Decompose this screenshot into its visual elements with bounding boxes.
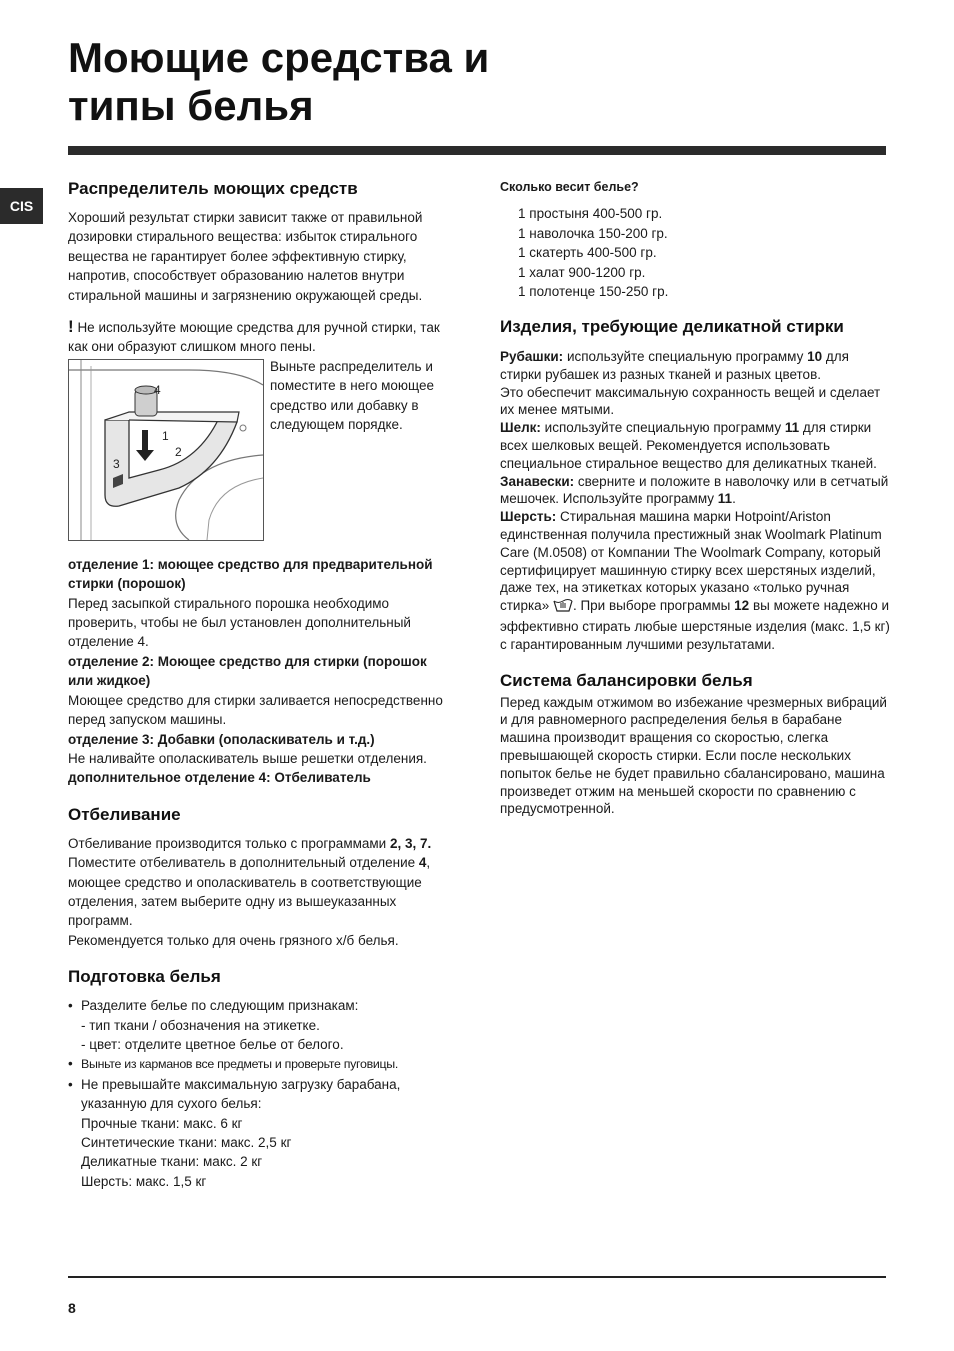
bleaching-p1: [68, 834, 454, 853]
language-tab: CIS: [0, 188, 43, 224]
list-item: 1 халат 900-1200 гр.: [518, 264, 646, 280]
figure-label-2: 2: [175, 444, 182, 459]
curtains-program: 11: [717, 491, 733, 507]
weights-list: [500, 204, 890, 302]
figure-label-4: 4: [154, 382, 161, 397]
page-title: [68, 34, 888, 130]
preparation-heading: Подготовка белья: [68, 967, 221, 987]
wool-program: 12: [734, 598, 750, 614]
figure-label-1: 1: [162, 428, 169, 443]
list-item: 1 наволочка 150-200 гр.: [518, 225, 668, 241]
preparation-sub-2: - цвет: отделите цветное белье от белого.: [81, 1036, 344, 1052]
wool-label: Шерсть:: [500, 509, 557, 525]
list-item: [68, 996, 454, 1054]
hand-wash-icon: [553, 598, 573, 618]
dispenser-warning-block: [68, 317, 454, 549]
compartment-3-text: Не наливайте ополаскиватель выше решетки отделения.: [68, 750, 427, 766]
compartment-4-title: дополнительное отделение 4: Отбеливатель: [68, 770, 371, 786]
weights-heading: Сколько весит белье?: [500, 180, 639, 194]
left-column: [68, 178, 454, 1191]
shirts-program: 10: [807, 348, 823, 364]
preparation-list: [68, 996, 454, 1191]
wool-text-3: вы можете надежно и эффективно стирать любые шерстяные изделия (макс. 1,5 кг) с гарантированным лучшими результатами.: [500, 598, 890, 652]
dispenser-warning-text: Не используйте моющие средства для ручной стирки, так как они образуют слишком много пены.: [68, 320, 440, 355]
balance-heading: Система балансировки белья: [500, 670, 753, 690]
load-delicate: Деликатные ткани: макс. 2 кг: [81, 1154, 263, 1170]
bleaching-compartment-number: 4: [418, 855, 427, 871]
page-number: 8: [68, 1300, 76, 1316]
dispenser-heading: Распределитель моющих средств: [68, 179, 358, 198]
silk-label: Шелк:: [500, 420, 541, 436]
figure-label-3: 3: [113, 456, 120, 471]
load-synthetic: Синтетические ткани: макс. 2,5 кг: [81, 1135, 292, 1150]
compartment-3-title: отделение 3: Добавки (ополаскиватель и т.д.): [68, 731, 375, 747]
preparation-bullet-3: Не превышайте максимальную загрузку барабана, указанную для сухого белья:: [81, 1076, 401, 1112]
bleaching-p2-text: Поместите отбеливатель в дополнительный отделение: [68, 855, 416, 871]
title-rule: [68, 146, 886, 155]
bleaching-p2-rest: , моющее средство и ополаскиватель в соответствующие отделения, затем выберите одну из вышеуказанных программ.: [68, 855, 431, 929]
silk-program: 11: [784, 420, 800, 436]
delicate-body: [500, 348, 890, 654]
wool-paragraph: [500, 508, 890, 653]
load-strong: Прочные ткани: макс. 6 кг: [81, 1115, 243, 1131]
list-item: [68, 1054, 454, 1074]
balance-text: Перед каждым отжимом во избежание чрезмерных вибраций и для равномерного распределения белья в барабане машина производит вращения со скоростью, слегка превышающей скорость стирки. Если после нескольких попыток белье не будет правильно сбалансировано, машина произведет отжим на меньшей скорости по сравнению с предусмотренной.: [500, 694, 887, 817]
compartment-1-title: отделение 1: моющее средство для предварительной стирки (порошок): [68, 556, 433, 592]
preparation-sub-1: - тип ткани / обозначения на этикетке.: [81, 1017, 320, 1033]
preparation-bullet-1: Разделите белье по следующим признакам:: [81, 998, 359, 1014]
curtains-label: Занавески:: [500, 473, 575, 489]
shirts-text: используйте специальную программу: [566, 348, 804, 364]
compartments-list: [68, 555, 454, 788]
dispenser-warning: [68, 317, 454, 357]
page-title-line1: Моющие средства и: [68, 34, 490, 81]
dispenser-drawing: [69, 360, 263, 540]
bleaching-programs: 2, 3, 7.: [389, 835, 432, 851]
silk-paragraph: [500, 419, 890, 472]
right-column: [500, 178, 890, 818]
page-title-line2: типы белья: [68, 82, 314, 129]
compartment-2-title: отделение 2: Моющее средство для стирки (порошок или жидкое): [68, 653, 427, 689]
shirts-label: Рубашки:: [500, 348, 564, 364]
dispenser-illustration: [68, 359, 264, 541]
bleaching-p3: Рекомендуется только для очень грязного х/б белья.: [68, 932, 399, 948]
list-item: 1 простыня 400-500 гр.: [518, 206, 663, 221]
list-item: 1 скатерть 400-500 гр.: [518, 245, 657, 261]
warning-icon: !: [68, 317, 74, 337]
list-item: [68, 1075, 454, 1191]
silk-text: используйте специальную программу: [544, 420, 782, 436]
silk-text-2: для стирки всех шелковых вещей. Рекомендуется использовать специальное стиральное вещество для деликатных тканей.: [500, 420, 877, 471]
compartment-2-text: Моющее средство для стирки заливается непосредственно перед запуском машины.: [68, 692, 443, 728]
bleaching-p1-text: Отбеливание производится только с программами: [68, 835, 387, 851]
preparation-bullet-2: Выньте из карманов все предметы и проверьте пуговицы.: [81, 1057, 399, 1072]
shirts-text-2: для стирки рубашек из разных тканей и разных цветов.: [500, 348, 849, 382]
bottom-rule: [68, 1276, 886, 1278]
list-item: 1 полотенце 150-250 гр.: [518, 284, 669, 300]
bleaching-body: [68, 834, 454, 950]
bleaching-heading: Отбеливание: [68, 804, 181, 824]
wool-text-2: . При выборе программы: [572, 598, 731, 614]
dispenser-instruction: Выньте распределитель и поместите в него моющее средство или добавку в следующем порядке.: [270, 358, 435, 433]
delicate-heading: Изделия, требующие деликатной стирки: [500, 316, 844, 336]
shirts-paragraph: [500, 348, 890, 384]
shirts-note: Это обеспечит максимальную сохранность вещей и сделает их менее мятыми.: [500, 384, 881, 418]
curtains-text: сверните и положите в наволочку или в сетчатый мешочек. Используйте программу: [500, 473, 889, 507]
bleaching-p2: [68, 853, 454, 931]
curtains-paragraph: Занавески: сверните и положите в наволочку или в сетчатый мешочек. Используйте программу 11.: [500, 473, 889, 507]
compartment-1-text: Перед засыпкой стирального порошка необходимо проверить, чтобы не был установлен дополнительный отделение 4.: [68, 595, 411, 650]
load-wool: Шерсть: макс. 1,5 кг: [81, 1173, 207, 1189]
wool-text: Стиральная машина марки Hotpoint/Ariston единственная получила престижный знак Woolmark Platinum Care (M.0508) от Компании The Woolmark Company, который сертифицирует машинную стирку всех шерстяных изделий, даже тех, на этикетках которых указано «только ручная стирка»: [500, 509, 882, 614]
dispenser-intro: Хороший результат стирки зависит также от правильной дозировки стирального вещества: избыток стирального вещества не гарантирует более эффективную стирку, напротив, способствует образованию налетов внутри стиральной машины и загрязнению окружающей среды.: [68, 210, 423, 303]
